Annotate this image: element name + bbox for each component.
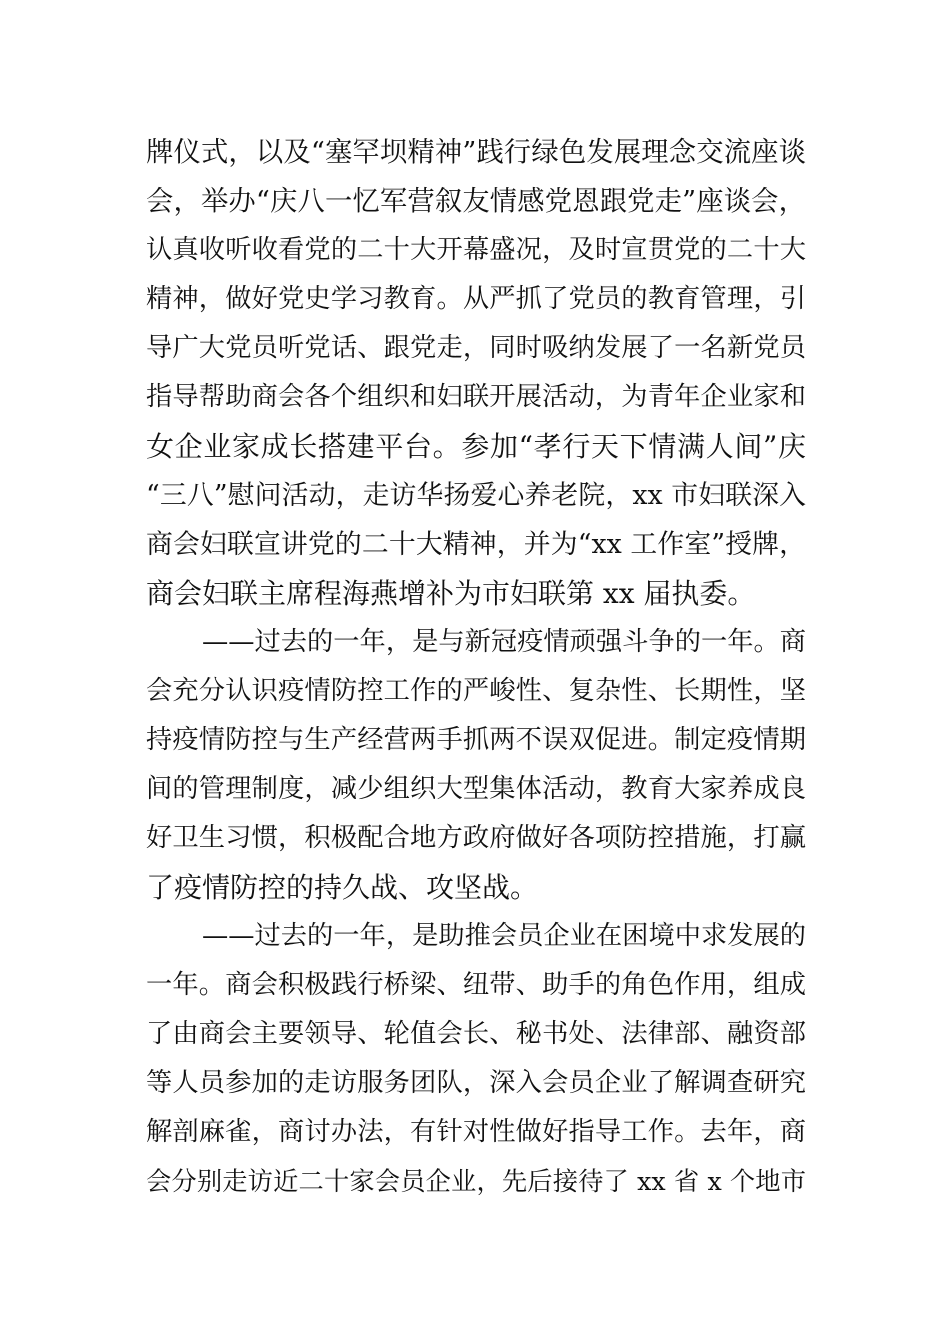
text-line: 了疫情防控的持久战、攻坚战。 — [146, 871, 539, 904]
text-line: ——过去的一年，是与新冠疫情顽强斗争的一年。商 — [202, 627, 806, 657]
text-line: 会充分认识疫情防控工作的严峻性、复杂性、长期性，坚 — [146, 676, 806, 706]
text-line: 一年。商会积极践行桥梁、纽带、助手的角色作用，组成 — [146, 970, 806, 1000]
text-line: 导广大党员听党话、跟党走，同时吸纳发展了一名新党员 — [146, 333, 806, 363]
text-line: 牌仪式，以及“塞罕坝精神”践行绿色发展理念交流座谈 — [146, 137, 806, 168]
text-line: 指导帮助商会各个组织和妇联开展活动，为青年企业家和 — [146, 382, 806, 412]
text-line: ——过去的一年，是助推会员企业在困境中求发展的 — [202, 921, 806, 951]
text-line: 会，举办“庆八一忆军营叙友情感党恩跟党走”座谈会， — [146, 186, 806, 217]
text-line: 等人员参加的走访服务团队，深入会员企业了解调查研究 — [146, 1068, 806, 1098]
text-line: 好卫生习惯，积极配合地方政府做好各项防控措施，打赢 — [146, 823, 806, 853]
text-line: 精神，做好党史学习教育。从严抓了党员的教育管理，引 — [146, 284, 806, 314]
text-line: 商会妇联主席程海燕增补为市妇联第 xx 届执委。 — [146, 577, 756, 610]
text-line: 解剖麻雀，商讨办法，有针对性做好指导工作。去年，商 — [146, 1117, 806, 1147]
text-line: “三八”慰问活动，走访华扬爱心养老院，xx 市妇联深入 — [146, 480, 806, 511]
text-line: 认真收听收看党的二十大开幕盛况，及时宣贯党的二十大 — [146, 235, 806, 265]
text-line: 女企业家成长搭建平台。参加“孝行天下情满人间”庆 — [146, 430, 806, 463]
text-line: 了由商会主要领导、轮值会长、秘书处、法律部、融资部 — [146, 1019, 806, 1049]
text-line: 间的管理制度，减少组织大型集体活动，教育大家养成良 — [146, 774, 806, 804]
text-line: 商会妇联宣讲党的二十大精神，并为“xx 工作室”授牌， — [146, 529, 806, 560]
text-line: 持疫情防控与生产经营两手抓两不误双促进。制定疫情期 — [146, 725, 806, 755]
text-line: 会分别走访近二十家会员企业，先后接待了 xx 省 x 个地市 — [146, 1167, 806, 1196]
body-text — [146, 128, 806, 1206]
